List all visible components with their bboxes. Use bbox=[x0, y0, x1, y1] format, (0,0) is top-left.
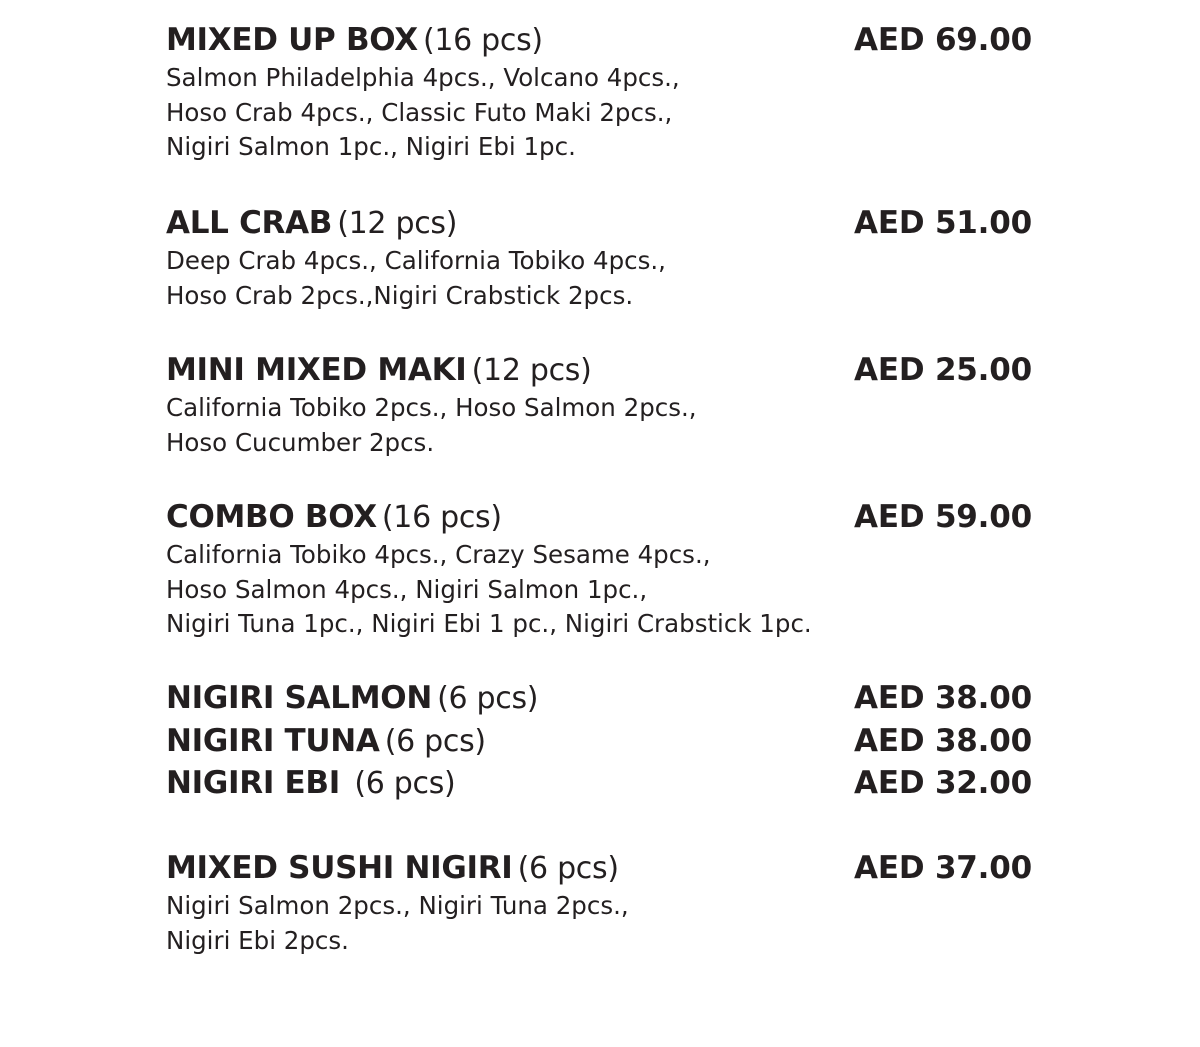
menu-item-header bbox=[166, 680, 1032, 724]
menu-item-nigiri-ebi bbox=[166, 765, 1032, 809]
item-price: AED 69.00 bbox=[854, 22, 1032, 58]
item-name: MIXED UP BOX bbox=[166, 22, 418, 58]
menu-item-header bbox=[166, 499, 1032, 543]
item-price: AED 59.00 bbox=[854, 499, 1032, 535]
item-piece-count: (6 pcs) bbox=[384, 724, 486, 759]
item-price: AED 38.00 bbox=[854, 680, 1032, 716]
menu-item-header bbox=[166, 205, 1032, 249]
menu-item-combo-box bbox=[166, 499, 1032, 642]
description-line: California Tobiko 4pcs., Crazy Sesame 4pcs., bbox=[166, 540, 711, 569]
item-piece-count: (16 pcs) bbox=[422, 23, 543, 58]
item-description bbox=[166, 889, 1032, 958]
item-name: COMBO BOX bbox=[166, 499, 377, 535]
item-price: AED 51.00 bbox=[854, 205, 1032, 241]
item-piece-count: (6 pcs) bbox=[517, 851, 619, 886]
item-name: NIGIRI EBI bbox=[166, 765, 340, 801]
item-piece-count: (6 pcs) bbox=[437, 681, 539, 716]
item-name: NIGIRI SALMON bbox=[166, 680, 432, 716]
description-line: Hoso Cucumber 2pcs. bbox=[166, 427, 435, 457]
menu-list bbox=[166, 0, 1036, 1047]
menu-item-mini-mixed-maki bbox=[166, 352, 1032, 460]
menu-item-mixed-up-box bbox=[166, 22, 1032, 165]
item-piece-count: (6 pcs) bbox=[345, 766, 456, 801]
item-piece-count: (12 pcs) bbox=[337, 206, 458, 241]
item-name: MIXED SUSHI NIGIRI bbox=[166, 850, 513, 886]
item-name: NIGIRI TUNA bbox=[166, 723, 380, 759]
item-description bbox=[166, 244, 1032, 313]
menu-item-mixed-sushi-nigiri bbox=[166, 850, 1032, 958]
item-piece-count: (12 pcs) bbox=[471, 353, 592, 388]
item-name: MINI MIXED MAKI bbox=[166, 352, 467, 388]
description-line: Deep Crab 4pcs., California Tobiko 4pcs., bbox=[166, 246, 666, 275]
description-line: Nigiri Salmon 2pcs., Nigiri Tuna 2pcs., bbox=[166, 891, 629, 920]
item-piece-count: (16 pcs) bbox=[381, 500, 502, 535]
description-line: Hoso Salmon 4pcs., Nigiri Salmon 1pc., bbox=[166, 574, 648, 604]
description-line: Salmon Philadelphia 4pcs., Volcano 4pcs., bbox=[166, 63, 680, 92]
item-description bbox=[166, 61, 1032, 165]
item-price: AED 37.00 bbox=[854, 850, 1032, 886]
item-description bbox=[166, 538, 1032, 642]
description-line: Hoso Crab 4pcs., Classic Futo Maki 2pcs., bbox=[166, 97, 673, 127]
description-line: Hoso Crab 2pcs.,Nigiri Crabstick 2pcs. bbox=[166, 280, 634, 310]
item-name: ALL CRAB bbox=[166, 205, 333, 241]
menu-item-header bbox=[166, 22, 1032, 66]
description-line: Nigiri Ebi 2pcs. bbox=[166, 925, 349, 955]
item-price: AED 32.00 bbox=[854, 765, 1032, 801]
item-price: AED 25.00 bbox=[854, 352, 1032, 388]
description-line: Nigiri Salmon 1pc., Nigiri Ebi 1pc. bbox=[166, 132, 576, 161]
menu-item-nigiri-salmon bbox=[166, 680, 1032, 724]
menu-item-header bbox=[166, 850, 1032, 894]
menu-item-header bbox=[166, 765, 1032, 809]
menu-item-header bbox=[166, 352, 1032, 396]
menu-item-all-crab bbox=[166, 205, 1032, 313]
item-description bbox=[166, 391, 1032, 460]
description-line: Nigiri Tuna 1pc., Nigiri Ebi 1 pc., Nigiri Crabstick 1pc. bbox=[166, 609, 812, 638]
menu-item-header bbox=[166, 723, 1032, 767]
menu-item-nigiri-tuna bbox=[166, 723, 1032, 767]
description-line: California Tobiko 2pcs., Hoso Salmon 2pcs., bbox=[166, 393, 697, 422]
item-price: AED 38.00 bbox=[854, 723, 1032, 759]
